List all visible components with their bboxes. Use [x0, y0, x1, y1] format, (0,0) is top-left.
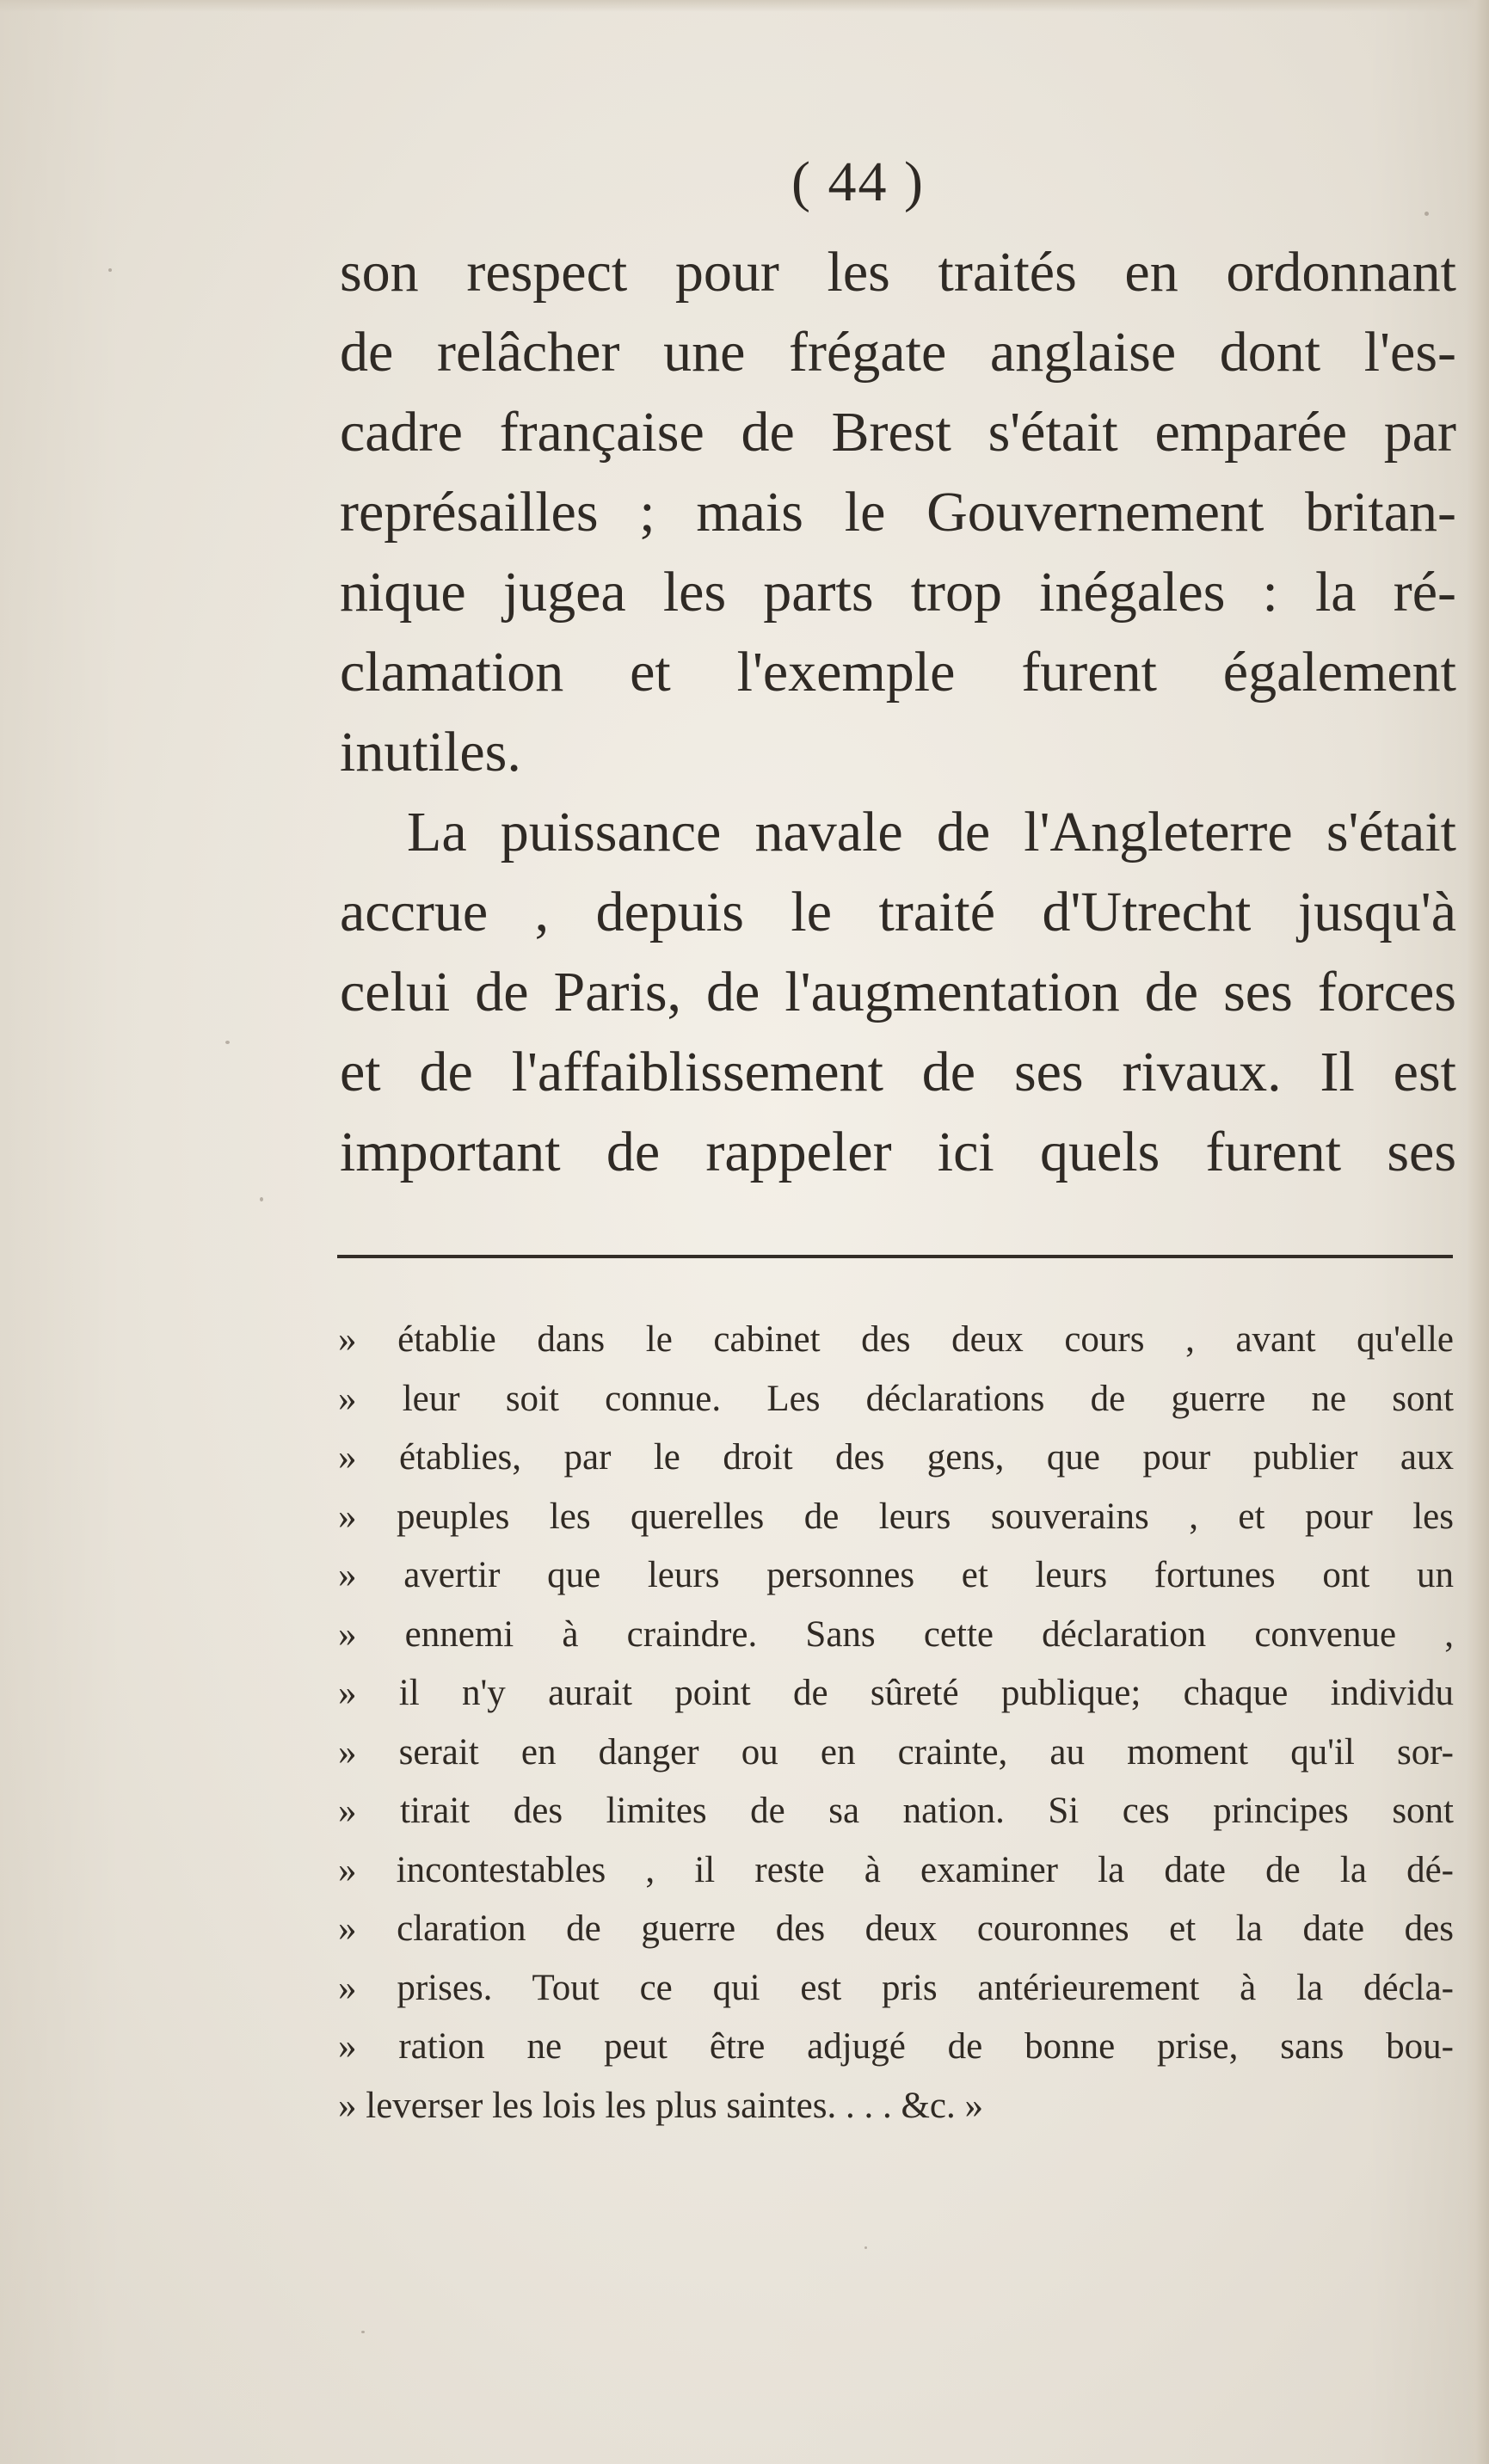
footnote-line: » claration de guerre des deux couronnes et la date des [338, 1908, 1454, 1949]
footnote-line: » peuples les querelles de leurs souverains , et pour les [338, 1496, 1454, 1537]
paper-speck [1424, 212, 1429, 216]
footnote-line: » leur soit connue. Les déclarations de guerre ne sont [338, 1378, 1454, 1419]
page-top-edge [0, 0, 1489, 12]
page-number: ( 44 ) [791, 151, 925, 213]
footnote-line: » leverser les lois les plus saintes. . . . &c. » [338, 2085, 983, 2126]
paragraph-start-line: La puissance navale de l'Angleterre s'était [407, 801, 1456, 863]
text-line: de relâcher une frégate anglaise dont l'es- [340, 321, 1456, 384]
footnote-line: » tirait des limites de sa nation. Si ces principes sont [338, 1791, 1454, 1831]
footnote-line: » ration ne peut être adjugé de bonne prise, sans bou- [338, 2026, 1454, 2067]
footnote-line: » il n'y aurait point de sûreté publique; chaque individu [338, 1673, 1454, 1713]
text-line: accrue , depuis le traité d'Utrecht jusqu'à [340, 881, 1456, 943]
text-line: et de l'affaiblissement de ses rivaux. Il est [340, 1041, 1456, 1103]
footnote-line: » ennemi à craindre. Sans cette déclaration convenue , [338, 1613, 1454, 1655]
text-line: celui de Paris, de l'augmentation de ses forces [340, 961, 1456, 1023]
footnote-line: » établie dans le cabinet des deux cours , avant qu'elle [338, 1319, 1454, 1360]
paper-speck [225, 1041, 230, 1044]
text-line: cadre française de Brest s'était emparée par [340, 401, 1456, 464]
text-line: son respect pour les traités en ordonnant [340, 241, 1456, 304]
paper-speck [260, 1197, 263, 1201]
footnote-separator-rule [337, 1255, 1453, 1258]
footnote-line: » établies, par le droit des gens, que pour publier aux [338, 1437, 1454, 1478]
footnote-line: » avertir que leurs personnes et leurs fortunes ont un [338, 1555, 1454, 1595]
text-line: nique jugea les parts trop inégales : la ré- [340, 561, 1456, 624]
main-text-block [340, 232, 1456, 1192]
text-line: clamation et l'exemple furent également [340, 641, 1456, 704]
paper-speck [864, 2246, 867, 2249]
text-line: représailles ; mais le Gouvernement britan- [340, 481, 1456, 544]
page-right-edge [1467, 0, 1489, 2464]
paper-speck [108, 268, 112, 272]
footnote-block [338, 1311, 1454, 2135]
footnote-line: » serait en danger ou en crainte, au moment qu'il sor- [338, 1731, 1454, 1773]
text-line: inutiles. [340, 721, 521, 783]
footnote-line: » incontestables , il reste à examiner la date de la dé- [338, 1849, 1454, 1890]
footnote-line: » prises. Tout ce qui est pris antérieurement à la décla- [338, 1967, 1454, 2008]
paper-speck [361, 2331, 365, 2333]
text-line: important de rappeler ici quels furent ses [340, 1121, 1456, 1183]
